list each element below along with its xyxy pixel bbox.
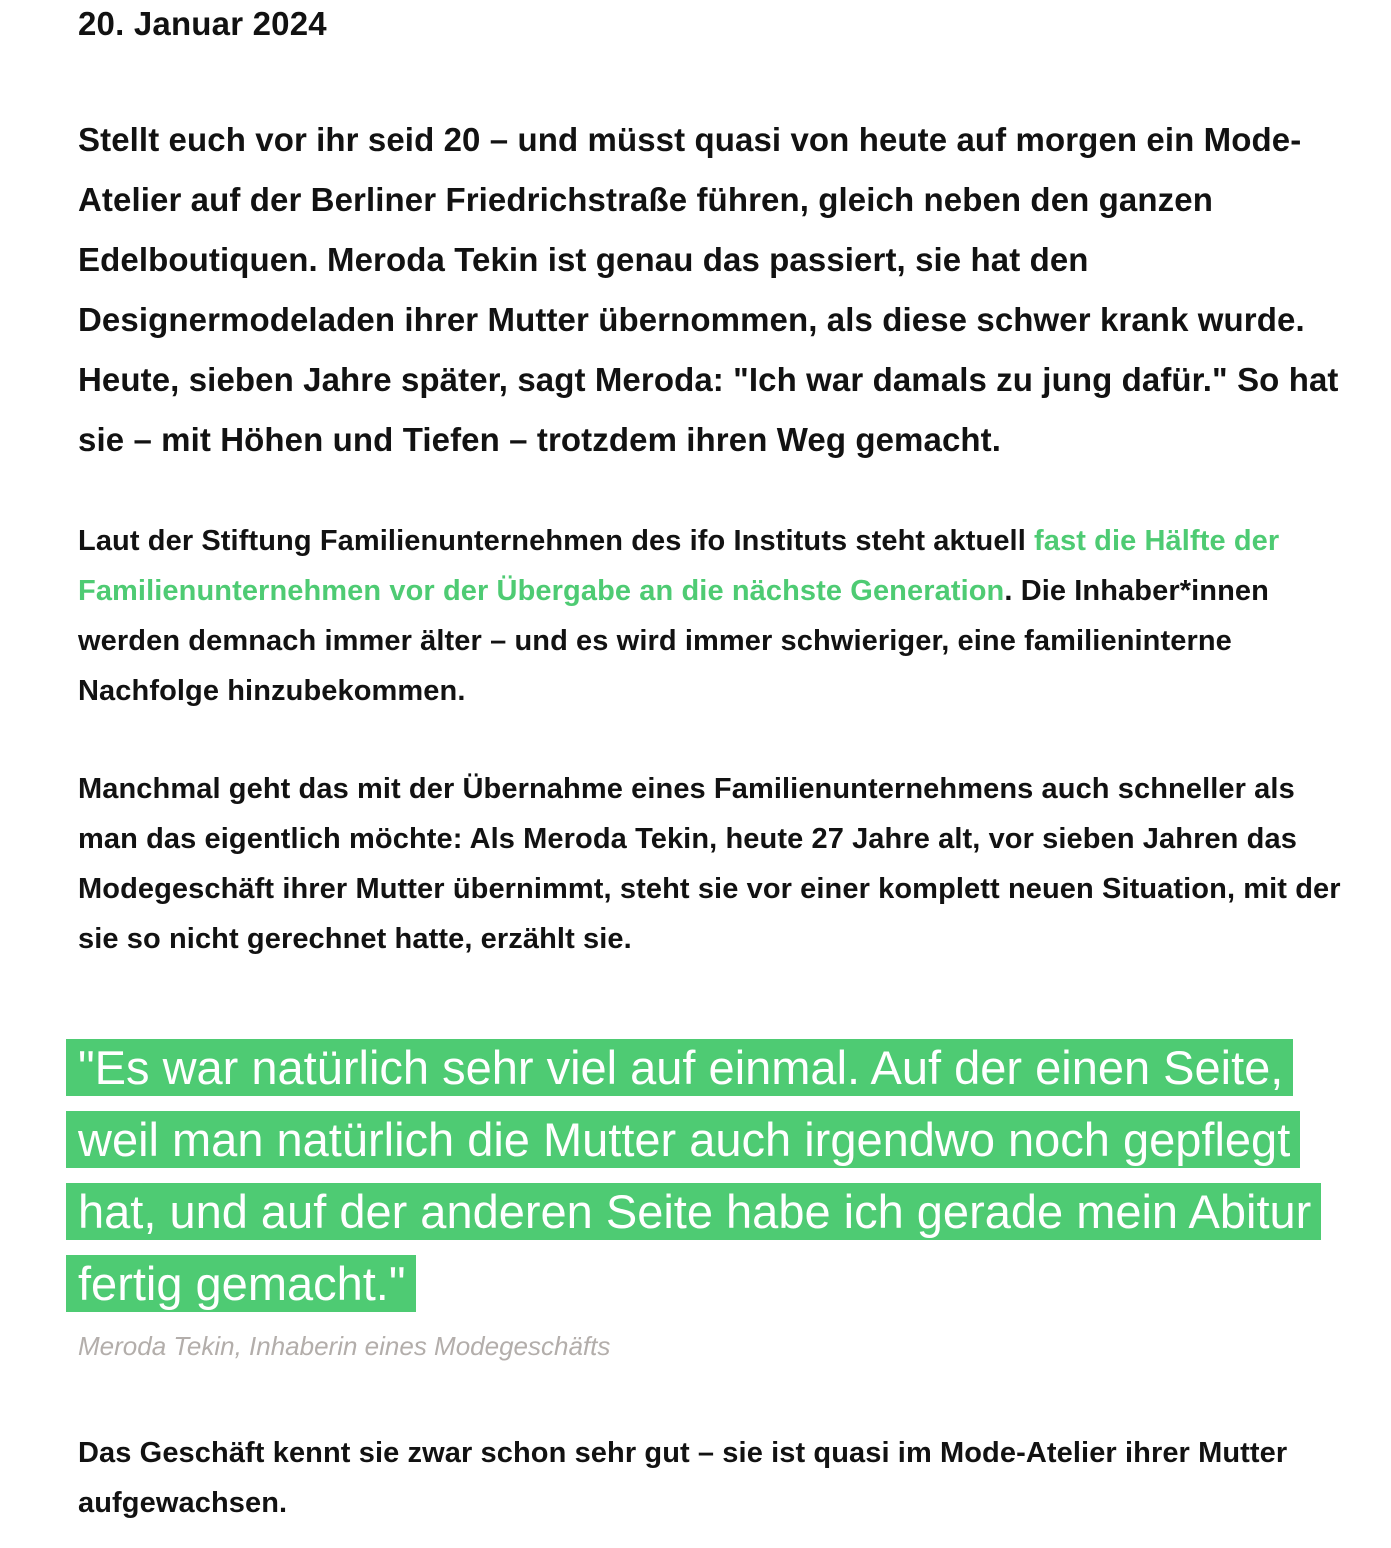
paragraph-uebernahme: Manchmal geht das mit der Übernahme eines Familienunternehmens auch schneller als man das eigentlich möchte: Als Meroda Tekin, heute 27 Jahre alt, vor sieben Jahren das Modegeschäft ihrer Mutter übernimmt, steht sie vor einer komplett neuen Situation, mit der sie so nicht gerechnet hatte, erzählt sie. bbox=[78, 773, 1341, 955]
paragraph-text: Laut der Stiftung Familienunternehmen des ifo Instituts steht aktuell bbox=[78, 525, 1035, 557]
paragraph-stiftung bbox=[78, 516, 1353, 716]
quote-attribution: Meroda Tekin, Inhaberin eines Modegeschäfts bbox=[78, 1331, 611, 1361]
article-intro: Stellt euch vor ihr seid 20 – und müsst quasi von heute auf morgen ein Mode-Atelier auf der Berliner Friedrichstraße führen, gleich neben den ganzen Edelboutiquen. Meroda Tekin ist genau das passiert, sie hat den Designermodeladen ihrer Mutter übernommen, als diese schwer krank wurde. Heute, sieben Jahre später, sagt Meroda: "Ich war damals zu jung dafür." So hat sie – mit Höhen und Tiefen – trotzdem ihren Weg gemacht. bbox=[78, 121, 1339, 458]
pull-quote bbox=[66, 1032, 1326, 1320]
paragraph-geschaeft: Das Geschäft kennt sie zwar schon sehr gut – sie ist quasi im Mode-Atelier ihrer Mutter aufgewachsen. bbox=[78, 1437, 1288, 1519]
pull-quote-text: "Es war natürlich sehr viel auf einmal. Auf der einen Seite, weil man natürlich die Mutter auch irgendwo noch gepflegt hat, und auf der anderen Seite habe ich gerade mein Abitur fertig gemacht." bbox=[66, 1039, 1321, 1312]
source-link[interactable]: fast die Hälfte der Familienunternehmen vor der Übergabe an die nächste Generation bbox=[78, 525, 1280, 607]
article-date: 20. Januar 2024 bbox=[78, 5, 327, 42]
paragraph-text: . Die Inhaber*innen werden demnach immer älter – und es wird immer schwieriger, eine familieninterne Nachfolge hinzubekommen. bbox=[78, 575, 1269, 707]
